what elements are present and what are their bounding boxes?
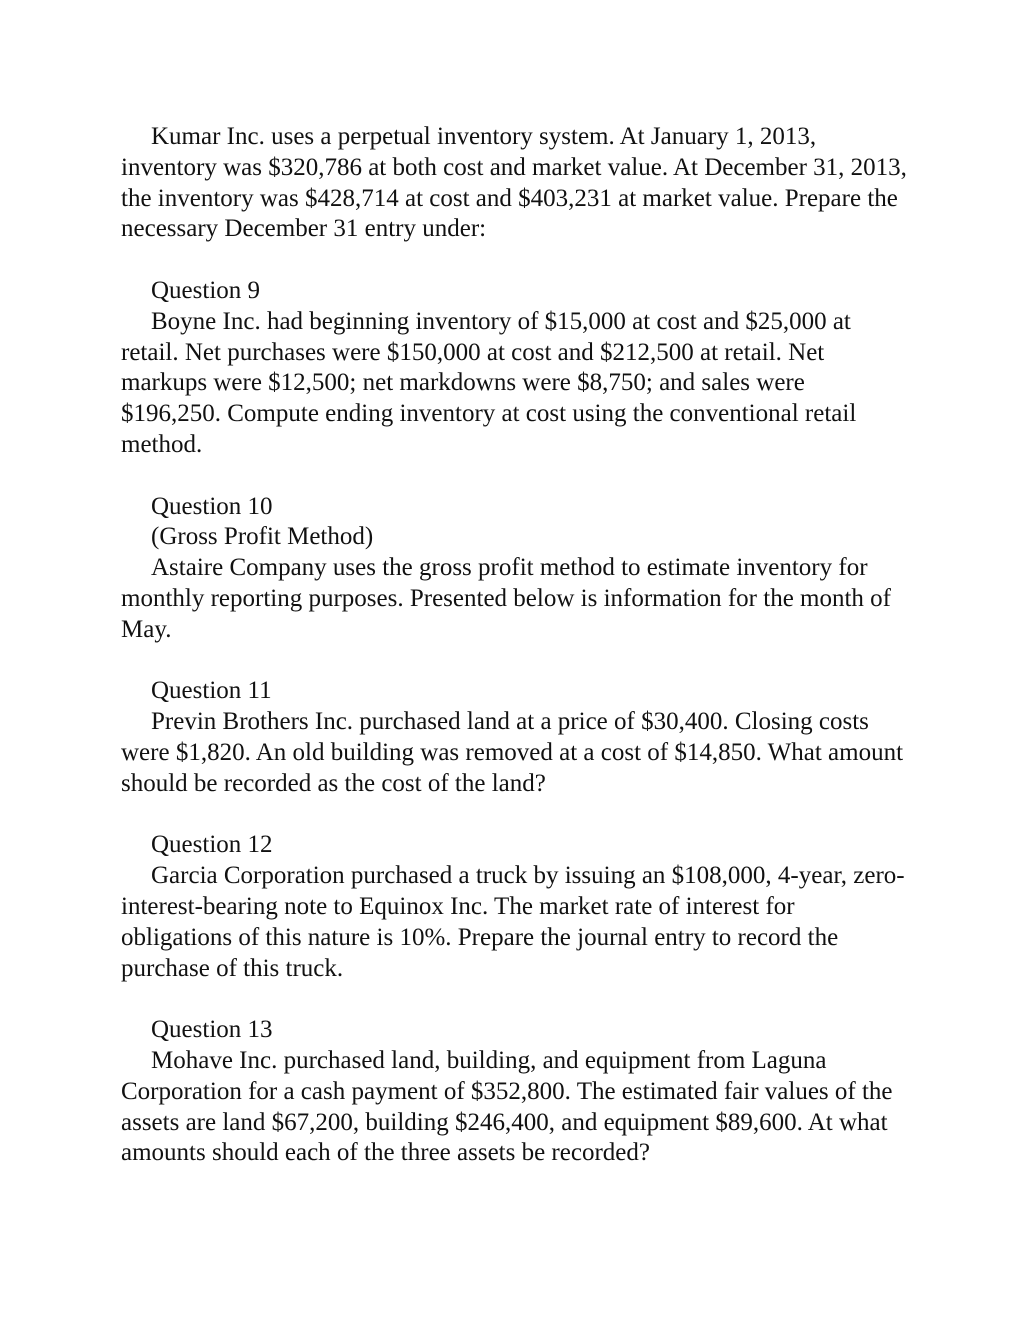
question-9-heading: Question 9 xyxy=(151,276,261,304)
intro-block xyxy=(121,122,911,245)
question-9-text: Boyne Inc. had beginning inventory of $15,000 at cost and $25,000 at retail. Net purchases were $150,000 at cost and $212,500 at retail. Net markups were $12,500; net markdowns were $8,750; and sales were $196,250. Compute ending inventory at cost using the conventional retail method. xyxy=(121,307,857,458)
question-12-block xyxy=(121,830,911,984)
question-9-block xyxy=(121,276,911,461)
question-11-block xyxy=(121,676,911,799)
question-11-heading: Question 11 xyxy=(151,677,272,705)
question-13-block xyxy=(121,1015,911,1169)
question-13-heading: Question 13 xyxy=(151,1016,273,1044)
document-page xyxy=(121,122,911,1169)
question-10-block xyxy=(121,492,911,646)
question-13-text: Mohave Inc. purchased land, building, and equipment from Laguna Corporation for a cash payment of $352,800. The estimated fair values of the assets are land $67,200, building $246,400, and equipment $89,600. At what amounts should each of the three assets be recorded? xyxy=(121,1046,893,1167)
question-11-text: Previn Brothers Inc. purchased land at a price of $30,400. Closing costs were $1,820. An old building was removed at a cost of $14,850. What amount should be recorded as the cost of the land? xyxy=(121,708,904,797)
question-10-subheading: (Gross Profit Method) xyxy=(151,523,374,551)
question-10-text: Astaire Company uses the gross profit method to estimate inventory for monthly reporting purposes. Presented below is information for the month of May. xyxy=(121,554,892,643)
question-12-heading: Question 12 xyxy=(151,831,273,859)
question-12-text: Garcia Corporation purchased a truck by issuing an $108,000, 4-year, zero-interest-bearing note to Equinox Inc. The market rate of interest for obligations of this nature is 10%. Prepare the journal entry to record the purchase of this truck. xyxy=(121,862,905,982)
intro-paragraph: Kumar Inc. uses a perpetual inventory system. At January 1, 2013, inventory was $320,786 at both cost and market value. At December 31, 2013, the inventory was $428,714 at cost and $403,231 at market value. Prepare the necessary December 31 entry under: xyxy=(121,123,907,243)
question-10-heading: Question 10 xyxy=(151,492,273,520)
